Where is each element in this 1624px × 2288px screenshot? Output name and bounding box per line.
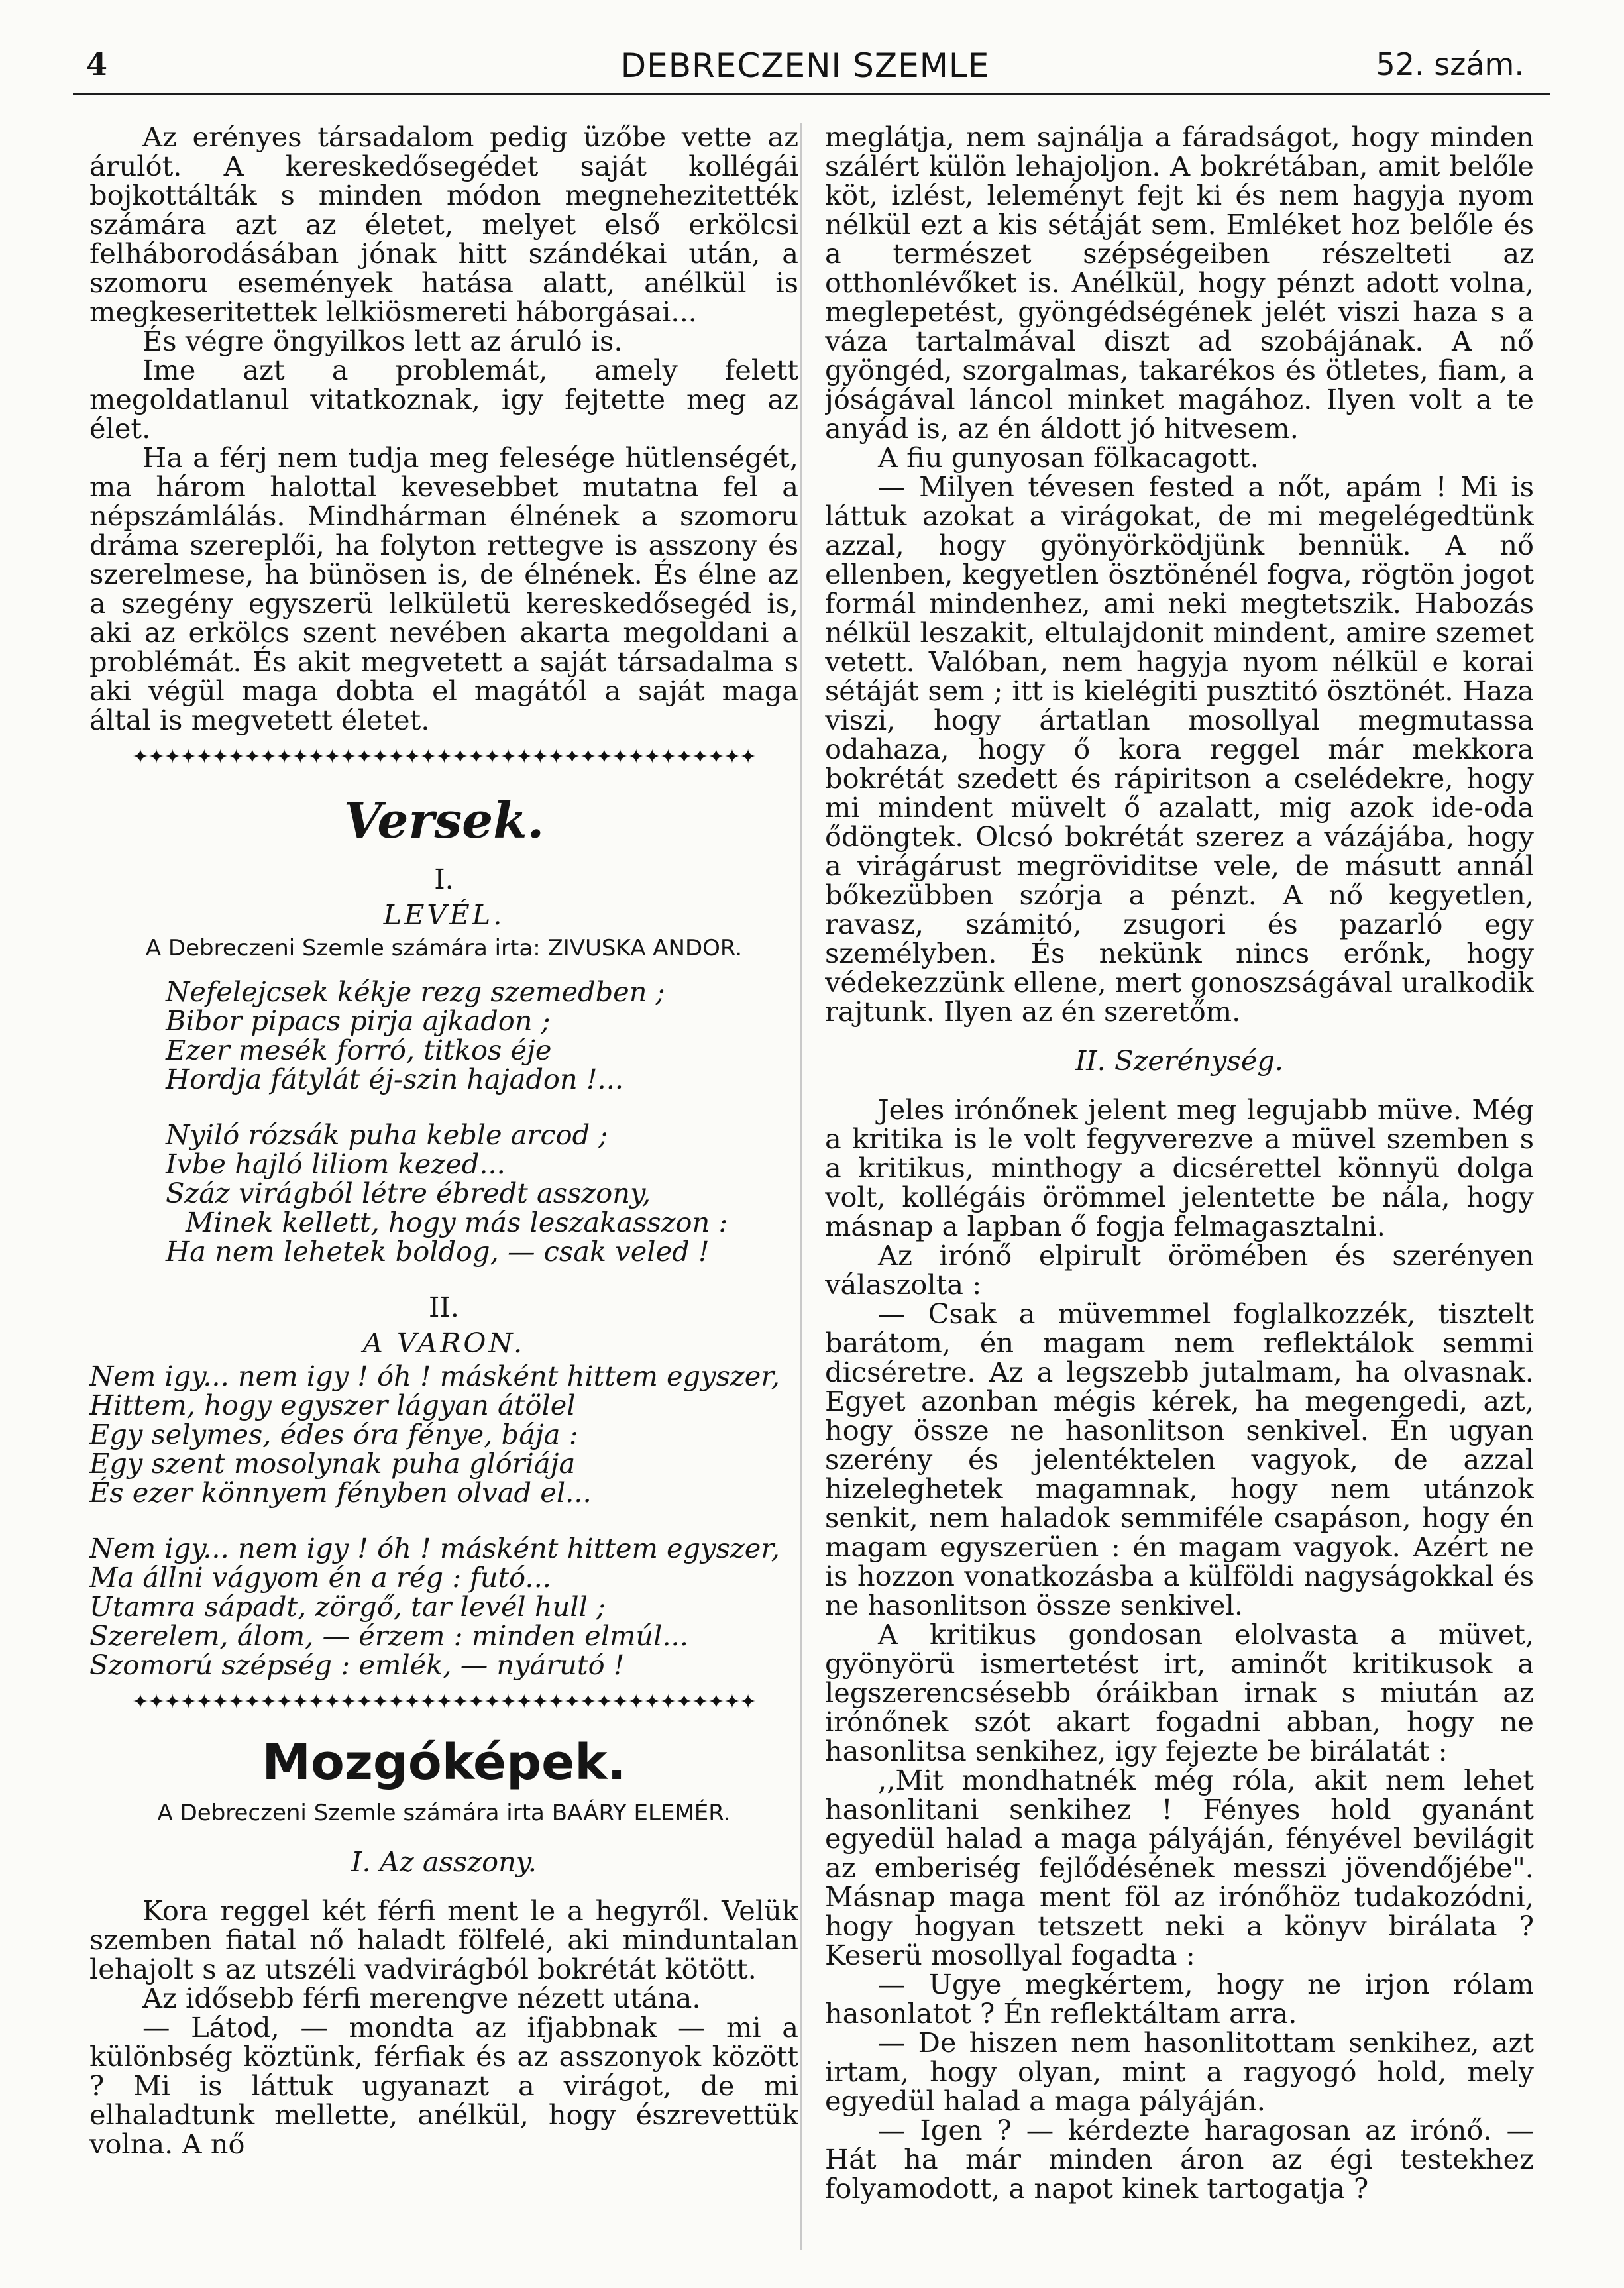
poem-title: LEVÉL.: [383, 899, 505, 931]
poem-title: A VARON.: [362, 1327, 525, 1359]
poem-stanza: [89, 1534, 798, 1680]
ornament-divider: ✦✦✦✦✦✦✦✦✦✦✦✦✦✦✦✦✦✦✦✦✦✦✦✦✦✦✦✦✦✦✦✦✦✦✦✦✦✦✦: [132, 745, 756, 769]
paragraph: — De hiszen nem hasonlitottam senkihez, azt irtam, hogy olyan, mint a ragyogó hold, mely egyedül halad a maga pályáján.: [825, 2026, 1534, 2117]
paragraph: — Igen ? — kérdezte haragosan az irónő. — Hát ha már minden áron az égi testekhez folyamodott, a napot kinek tartogatja ?: [825, 2114, 1534, 2205]
poem-line: Nem igy... nem igy ! óh ! másként hittem egyszer,: [89, 1360, 780, 1392]
poem-number: I.: [434, 863, 454, 895]
poem-line: Ha nem lehetek boldog, — csak veled !: [166, 1235, 710, 1268]
poem-stanza: [89, 1120, 798, 1266]
left-column: [89, 123, 798, 2250]
paragraph: És végre öngyilkos lett az áruló is.: [142, 325, 623, 357]
paragraph: Ha a férj nem tudja meg felesége hütlenségét, ma három halottal kevesebbet mutatna fel a népszámlálás. Mindhárman élnének a szomoru dráma szereplői, ha folyton rettegve is asszony és szerelmese, ha bünösen is, de élnének. És élne az a szegény egyszerü lelkületü kereskedősegéd is, aki az erkölcs szent nevében akarta megoldani a problémát. És akit megvetett a saját társadalma s aki végül maga dobta el magától a saját maga által is megvetett életet.: [89, 441, 798, 736]
paragraph: Az erényes társadalom pedig üzőbe vette az árulót. A kereskedősegédet saját kollégái bojkottálták s minden módon megnehezitették számára azt az életet, melyet első erkölcsi felháborodásában jónak hitt szándékai után, a szomoru események hatása alatt, anélkül is megkeseritettek lelkiösmereti háborgásai...: [89, 123, 798, 328]
poem-line: És ezer könnyem fényben olvad el...: [89, 1476, 592, 1509]
poem-line: Bibor pipacs pirja ajkadon ;: [166, 1005, 551, 1037]
poem-line: Száz virágból létre ébredt asszony,: [166, 1177, 651, 1209]
section-title-versek: Versek.: [343, 792, 545, 849]
poem-number: II.: [429, 1291, 459, 1323]
paragraph: A kritikus gondosan elolvasta a müvet, gyönyörü ismertetést irt, aminőt kritikusok a legszerencsésebb óráikban irnak s miután az irónőnek szót akart fogadni abban, hogy ne hasonlitsa senkihez, igy fejezte be birálatát :: [825, 1618, 1534, 1767]
paragraph: — Csak a müvemmel foglalkozzék, tisztelt barátom, én magam nem reflektálok semmi dicséretre. Az a legszebb jutalmam, ha olvasnak. Egyet azonban mégis kérek, ha megengedi, azt, hogy össze ne hasonlitson senkivel. Én ugyan szerény és jelentéktelen vagyok, de azzal hizeleghetek magamnak, hogy nem utánzok senkit, nem haladok semmiféle csapáson, hogy én magam egyszerüen : én magam vagyok. Azért ne is hozzon vonatkozásba a külföldi nagyságokkal és ne hasonlitson össze senkivel.: [825, 1297, 1534, 1621]
ornament-divider: ✦✦✦✦✦✦✦✦✦✦✦✦✦✦✦✦✦✦✦✦✦✦✦✦✦✦✦✦✦✦✦✦✦✦✦✦✦✦✦: [132, 1690, 756, 1714]
paragraph: Ime azt a problemát, amely felett megoldatlanul vitatkoznak, igy fejtette meg az élet.: [89, 354, 798, 445]
poem-stanza: [89, 977, 798, 1094]
paragraph: Kora reggel két férfi ment le a hegyről. Velük szemben fiatal nő haladt fölfelé, aki minduntalan lehajolt s az utszéli vadvirágból bokrétát kötött.: [89, 1894, 798, 1985]
page-number: 4: [86, 46, 108, 82]
poem-line: Hittem, hogy egyszer lágyan átölel: [89, 1389, 576, 1421]
poem-line: Egy selymes, édes óra fénye, bája :: [89, 1418, 578, 1450]
paragraph: meglátja, nem sajnálja a fáradságot, hogy minden szálért külön lehajoljon. A bokrétában, amit belőle köt, izlést, leleményt fejt ki és nem hagyja nyom nélkül ezt a kis sétáját sem. Emléket hoz belőle és a természet szépségeiben részelteti az otthonlévőket is. Anélkül, hogy pénzt adott volna, meglepetést, gyöngédségének jelét viszi haza s a váza tartalmával diszt ad szobájának. A nő gyöngéd, szorgalmas, takarékos és ötletes, fiam, a jóságával láncol minket magához. Ilyen volt a te anyád is, az én áldott jó hitvesem.: [825, 123, 1534, 445]
poem-stanza: [89, 1362, 798, 1507]
poem-line: Ezer mesék forró, titkos éje: [166, 1034, 552, 1066]
poem-line: Egy szent mosolynak puha glóriája: [89, 1447, 576, 1480]
section-title-mozgokepek: Mozgóképek.: [262, 1734, 626, 1791]
poem-line: Nyiló rózsák puha keble arcod ;: [166, 1118, 608, 1151]
poem-line: Ma állni vágyom én a rég : futó...: [89, 1561, 551, 1594]
poem-line: Hordja fátylát éj-szin hajadon !...: [166, 1063, 624, 1095]
paragraph: Az idősebb férfi merengve nézett utána.: [142, 1982, 701, 2014]
paragraph: ,,Mit mondhatnék még róla, akit nem lehet hasonlitani senkihez ! Fényes hold gyanánt egyedül halad a maga pályáján, fényével bevilágit az emberiség fejlődésének messzi jövendőjébe". Másnap maga ment föl az irónőhöz tudakozódni, hogy hogyan tetszett neki a könyv birálata ? Keserü mosollyal fogadta :: [825, 1764, 1534, 1971]
issue-number: 52. szám.: [1376, 46, 1524, 82]
poem-line: Utamra sápadt, zörgő, tar levél hull ;: [89, 1590, 606, 1623]
paragraph: — Ugye megkértem, hogy ne irjon rólam hasonlatot ? Én reflektáltam arra.: [825, 1968, 1534, 2030]
poem-line: Szomorú szépség : emlék, — nyárutó !: [89, 1649, 625, 1681]
poem-line: Nem igy... nem igy ! óh ! másként hittem egyszer,: [89, 1532, 780, 1564]
paragraph: Az irónő elpirult örömében és szerényen válaszolta :: [825, 1239, 1534, 1301]
poem-line: Szerelem, álom, — érzem : minden elmúl...: [89, 1619, 688, 1652]
right-column: [825, 123, 1534, 2250]
paragraph: — Látod, — mondta az ifjabbnak — mi a különbség köztünk, férfiak és az asszonyok között ? Mi is láttuk ugyanazt a virágot, de mi elhaladtunk mellette, anélkül, hogy észrevettük volna. A nő: [89, 2011, 798, 2160]
page-header: [86, 46, 1524, 93]
header-rule: [73, 93, 1550, 95]
article-subheading: II. Szerénység.: [1075, 1044, 1284, 1077]
poem-byline: A Debreczeni Szemle számára irta: ZIVUSKA ANDOR.: [145, 935, 743, 961]
paragraph: Jeles irónőnek jelent meg legujabb müve. Még a kritika is le volt fegyverezve a müvel szemben s a kritikus, minthogy a dicsérettel könnyü dolga volt, kollégáis örömmel jelentette be nála, hogy másnap a lapban ő fogja felmagasztalni.: [825, 1093, 1534, 1242]
paragraph: — Milyen tévesen fested a nőt, apám ! Mi is láttuk azokat a virágokat, de mi megelégedtünk azzal, hogy gyönyörködjünk bennük. A nő ellenben, kegyetlen ösztönénél fogva, rögtön jogot formál mindenhez, ami neki megtetszik. Habozás nélkül leszakit, eltulajdonit mindent, amire szemet vetett. Valóban, nem hagyja nyom nélkül e korai sétáját sem ; itt is kielégiti pusztitó ösztönét. Haza viszi, hogy ártatlan mosollyal megmutassa odahaza, hogy ő kora reggel már mekkora bokrétát szedett és rápiritson a cselédekre, hogy mi mindent müvelt ő azalatt, mig azok ide-oda ődöngtek. Olcsó bokrétát szerez a vázájába, hogy a virágárust megröviditse vele, de másutt annál bőkezübben szórja a pénzt. A nő kegyetlen, ravasz, számitó, zsugori és pazarló egy személyben. És nekünk nincs erőnk, hogy védekezzünk ellene, mert gonoszságával uralkodik rajtunk. Ilyen az én szeretőm.: [825, 470, 1534, 1028]
poem-line: Ivbe hajló liliom kezed...: [166, 1148, 506, 1180]
column-divider: [800, 123, 802, 2250]
article-byline: A Debreczeni Szemle számára irta BAÁRY ELEMÉR.: [157, 1800, 731, 1826]
paragraph: A fiu gunyosan fölkacagott.: [878, 441, 1259, 474]
poem-line: Minek kellett, hogy más leszakasszon :: [186, 1206, 728, 1238]
article-subheading: I. Az asszony.: [351, 1845, 537, 1878]
journal-title: DEBRECZENI SZEMLE: [620, 46, 990, 85]
poem-line: Nefelejcsek kékje rezg szemedben ;: [166, 975, 665, 1008]
